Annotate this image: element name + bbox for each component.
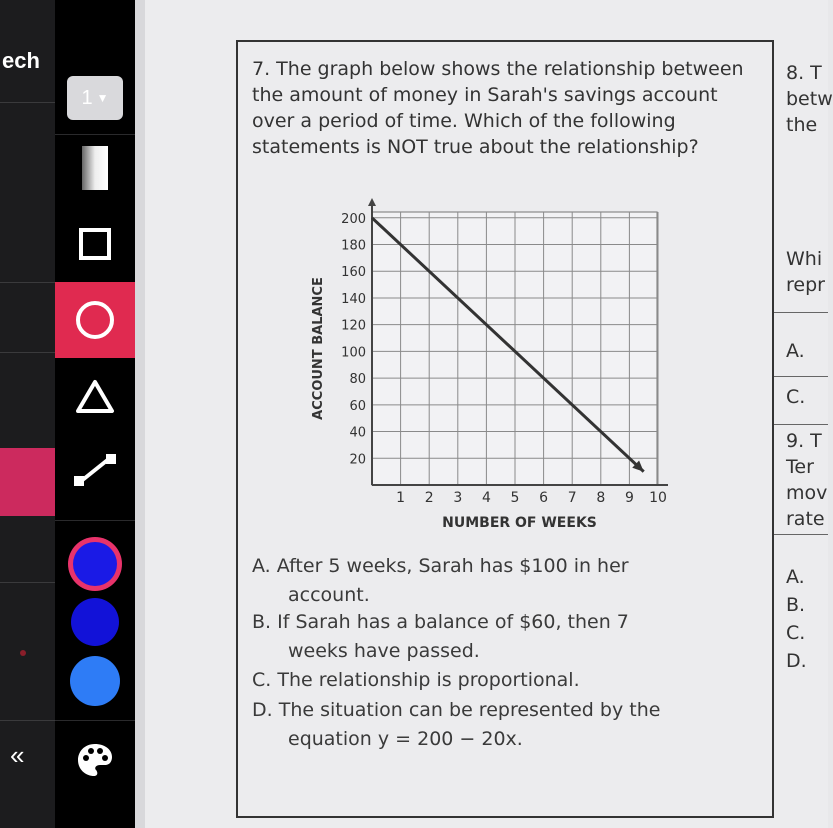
q8-line: betw: [786, 88, 833, 110]
q9-choice[interactable]: C.: [786, 622, 806, 644]
x-tick-label: 2: [424, 490, 434, 506]
y-axis-label: ACCOUNT BALANCE: [311, 277, 326, 420]
y-tick-label: 20: [349, 452, 366, 468]
double-chevron-left-icon[interactable]: «: [10, 740, 25, 770]
q9-line: Ter: [786, 456, 814, 478]
x-tick-label: 1: [396, 490, 406, 506]
q9-line: rate: [786, 508, 825, 530]
question-8-9-column: [774, 40, 833, 818]
chevron-down-icon: ▼: [96, 91, 109, 105]
divider: [774, 424, 828, 425]
divider: [774, 376, 828, 377]
q8-line: the: [786, 114, 818, 136]
q8-line: 8. T: [786, 62, 822, 84]
y-tick-label: 40: [349, 425, 366, 441]
x-tick-label: 8: [596, 490, 606, 506]
y-tick-label: 80: [349, 372, 366, 388]
q8-choice[interactable]: A.: [786, 340, 805, 362]
option-c-text: The relationship is proportional.: [277, 669, 580, 691]
option-d-text: The situation can be represented by the: [278, 699, 661, 721]
q9-choice[interactable]: D.: [786, 650, 807, 672]
q8-choice[interactable]: C.: [786, 386, 806, 408]
divider: [774, 534, 828, 535]
option-b-letter: B.: [252, 611, 272, 633]
x-tick-label: 9: [624, 490, 634, 506]
q9-line: mov: [786, 482, 828, 504]
q9-line: 9. T: [786, 430, 822, 452]
divider: [774, 312, 828, 313]
x-tick-labels: [396, 490, 667, 506]
option-b-text: If Sarah has a balance of $60, then 7: [277, 611, 629, 633]
y-tick-label: 140: [341, 291, 366, 307]
q8-line: Whi: [786, 248, 823, 270]
q9-choice[interactable]: B.: [786, 594, 806, 616]
option-c[interactable]: [252, 666, 580, 695]
y-tick-label: 200: [341, 211, 366, 227]
y-tick-labels: [341, 212, 366, 467]
option-a-text: After 5 weeks, Sarah has $100 in her: [276, 555, 629, 577]
x-axis-label: NUMBER OF WEEKS: [442, 515, 597, 531]
option-b-text-cont: weeks have passed.: [288, 640, 480, 662]
y-axis-arrow: [368, 198, 376, 206]
page-number: 1: [81, 86, 93, 109]
x-tick-label: 4: [481, 490, 491, 506]
y-tick-label: 60: [349, 398, 366, 414]
panel-title-fragment: ech: [2, 48, 40, 73]
option-a-text-cont: account.: [288, 584, 370, 606]
option-d-letter: D.: [252, 699, 273, 721]
q8-line: repr: [786, 274, 825, 296]
q9-choice[interactable]: A.: [786, 566, 805, 588]
x-tick-label: 3: [453, 490, 463, 506]
x-tick-label: 10: [649, 490, 667, 506]
y-tick-label: 160: [341, 265, 366, 281]
x-tick-label: 6: [539, 490, 549, 506]
option-b[interactable]: [252, 608, 629, 666]
question-7-prompt: 7. The graph below shows the relationship between the amount of money in Sarah's savings account over a period of time. Which of the following statements is NOT true about the relationship?: [252, 58, 744, 158]
x-tick-label: 7: [567, 490, 577, 506]
x-tick-label: 5: [510, 490, 520, 506]
option-a-letter: A.: [252, 555, 271, 577]
option-d-text-cont: equation y = 200 − 20x.: [288, 728, 523, 750]
y-tick-label: 100: [341, 345, 366, 361]
option-d[interactable]: [252, 696, 660, 754]
y-tick-label: 180: [341, 238, 366, 254]
y-tick-label: 120: [341, 318, 366, 334]
option-c-letter: C.: [252, 669, 272, 691]
option-a[interactable]: [252, 552, 629, 610]
